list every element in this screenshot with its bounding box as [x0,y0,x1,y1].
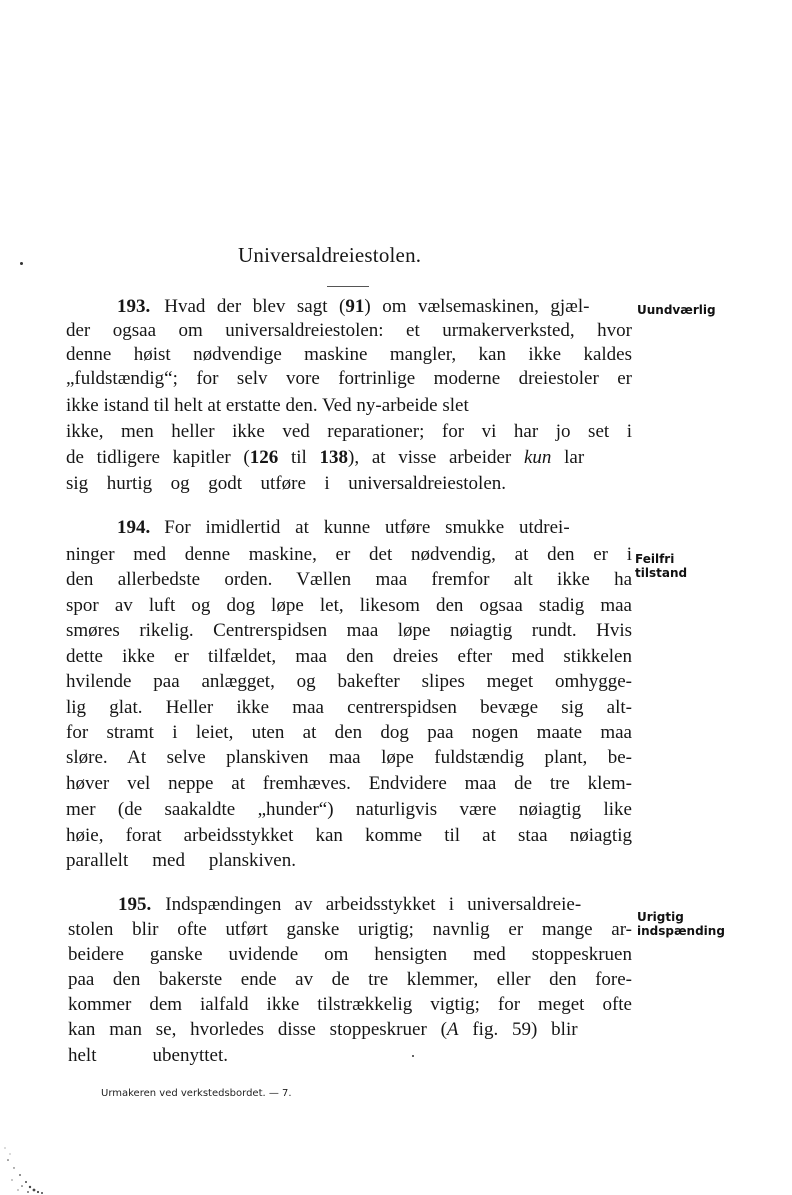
paragraph-194-line-3: den allerbedste orden. Vællen maa fremfor alt ikke ha [66,569,632,590]
paragraph-number-194: 194. [117,517,151,538]
paragraph-193-line-7: de tidligere kapitler (126 til 138), at visse arbeider kun lar [66,447,585,468]
paragraph-193-line-5: ikke istand til helt at erstatte den. Ved ny-arbeide slet [66,395,469,416]
paragraph-195-line-6: kan man se, hvorledes disse stoppeskruer (A fig. 59) blir [68,1019,578,1040]
paragraph-194-line-5: smøres rikelig. Centrerspidsen maa løpe nøiagtig rundt. Hvis [66,620,632,641]
paragraph-193-line-3: denne høist nødvendige maskine mangler, kan ikke kaldes [66,344,632,365]
paragraph-194-line-9: for stramt i leiet, uten at den dog paa nogen maate maa [66,722,632,743]
paragraph-193-line-1: 193. Hvad der blev sagt (91) om vælsemaskinen, gjæl- [117,296,590,317]
paragraph-194-line-13: høie, forat arbeidsstykket kan komme til at staa nøiagtig [66,825,632,846]
paragraph-194-line-7: hvilende paa anlægget, og bakefter slipes meget omhygge- [66,671,632,692]
paragraph-193-line-8: sig hurtig og godt utføre i universaldreiestolen. [66,473,506,494]
paragraph-193-line-2: der ogsaa om universaldreiestolen: et urmakerverksted, hvor [66,320,632,341]
paragraph-193-line-6: ikke, men heller ikke ved reparationer; for vi har jo set i [66,421,632,442]
scan-speck [20,262,23,265]
margin-note-uundvaerlig: Uundværlig [637,303,716,317]
paragraph-195-line-2: stolen blir ofte utført ganske urigtig; navnlig er mange ar- [68,919,632,940]
paragraph-number-193: 193. [117,296,151,317]
page-title: Universaldreiestolen. [238,243,422,267]
paragraph-194-line-10: sløre. At selve planskiven maa løpe fuldstændig plant, be- [66,747,632,768]
page-footer: Urmakeren ved verkstedsbordet. — 7. [101,1088,292,1099]
paragraph-number-195: 195. [118,894,152,915]
paragraph-195-line-5: kommer dem ialfald ikke tilstrækkelig vigtig; for meget ofte [68,994,632,1015]
paragraph-194-line-8: lig glat. Heller ikke maa centrerspidsen bevæge sig alt- [66,697,632,718]
title-divider [327,286,369,287]
scan-speck [412,1055,414,1057]
paragraph-195-line-3: beidere ganske uvidende om hensigten med stoppeskruen [68,944,632,965]
paragraph-193-line-4: „fuldstændig“; for selv vore fortrinlige moderne dreiestoler er [66,368,632,389]
margin-note-feilfri-tilstand: Feilfri tilstand [635,552,688,580]
paragraph-194-line-4: spor av luft og dog løpe let, likesom den ogsaa stadig maa [66,595,632,616]
margin-note-urigtig-indspaending: Urigtig indspænding [637,910,725,938]
paragraph-195-line-7: helt ubenyttet. [68,1045,228,1066]
paragraph-195-line-4: paa den bakerste ende av de tre klemmer, eller den fore- [68,969,632,990]
paragraph-194-line-14: parallelt med planskiven. [66,850,296,871]
paragraph-194-line-1: 194. For imidlertid at kunne utføre smukke utdrei- [117,517,570,538]
paragraph-195-line-1: 195. Indspændingen av arbeidsstykket i universaldreie- [118,894,582,915]
paragraph-194-line-6: dette ikke er tilfældet, maa den dreies efter med stikkelen [66,646,632,667]
paragraph-194-line-11: høver vel neppe at fremhæves. Endvidere maa de tre klem- [66,773,632,794]
paragraph-194-line-2: ninger med denne maskine, er det nødvendig, at den er i [66,544,632,565]
scan-corner-noise [0,1140,60,1195]
paragraph-194-line-12: mer (de saakaldte „hunder“) naturligvis være nøiagtig like [66,799,632,820]
